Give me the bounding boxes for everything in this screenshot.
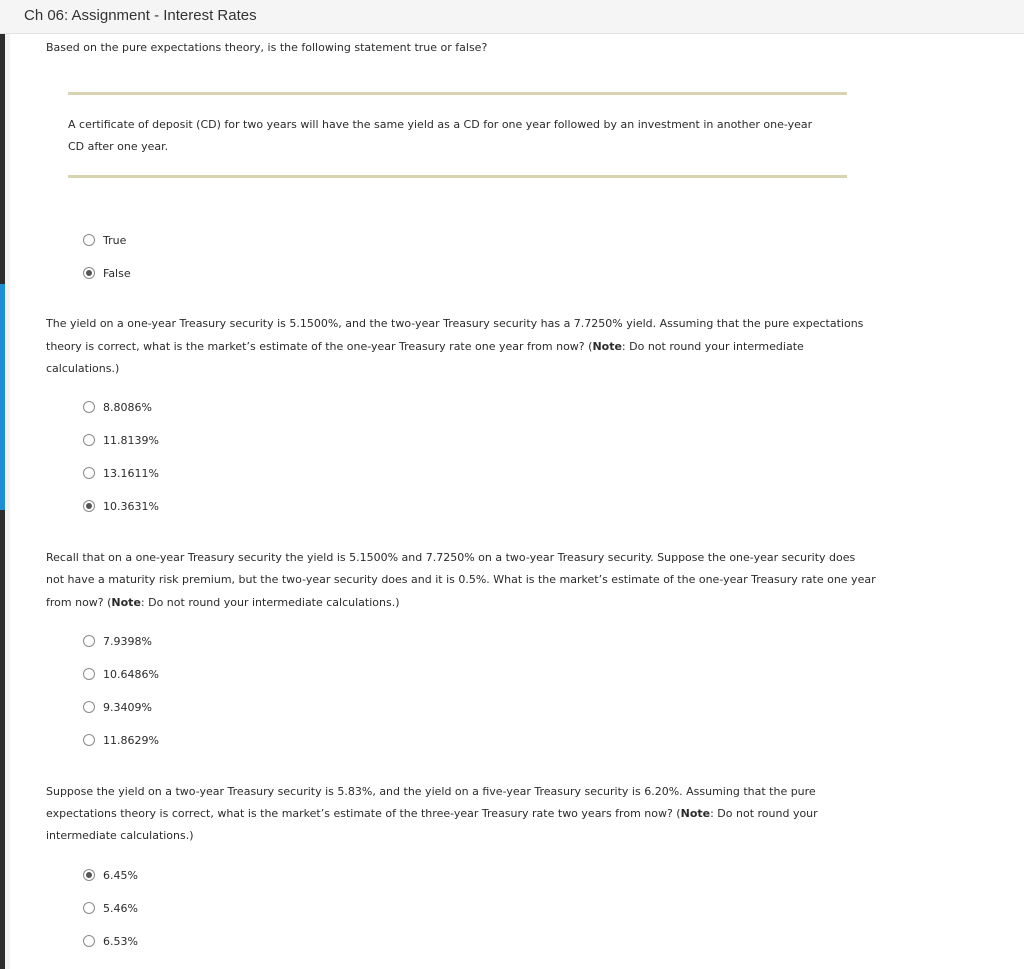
- question-1-option-false[interactable]: [83, 265, 131, 281]
- option-label: 11.8629%: [103, 733, 159, 747]
- option-label: 9.3409%: [103, 700, 152, 714]
- radio-button[interactable]: [83, 401, 95, 413]
- note-label: Note: [111, 596, 141, 609]
- radio-button[interactable]: [83, 701, 95, 713]
- option-label: True: [103, 233, 127, 247]
- radio-button[interactable]: [83, 467, 95, 479]
- radio-button[interactable]: [83, 734, 95, 746]
- question-2-prompt-line-3: calculations.): [46, 362, 120, 375]
- page-header: [0, 0, 1024, 34]
- question-4-option-2[interactable]: [83, 900, 138, 916]
- question-1-statement-line-2: CD after one year.: [68, 140, 169, 153]
- question-3-option-1[interactable]: [83, 633, 152, 649]
- question-2-option-4[interactable]: [83, 498, 159, 514]
- question-2-option-3[interactable]: [83, 465, 159, 481]
- note-label: Note: [592, 340, 622, 353]
- option-label: False: [103, 266, 131, 280]
- question-4-option-1[interactable]: [83, 867, 138, 883]
- question-1-prompt: Based on the pure expectations theory, is the following statement true or false?: [46, 41, 488, 54]
- option-label: 8.8086%: [103, 400, 152, 414]
- question-3-prompt-line-2: not have a maturity risk premium, but the two-year security does and it is 0.5%. What is the market’s estimate of the one-year Treasury rate one year: [46, 573, 876, 586]
- option-label: 10.3631%: [103, 499, 159, 513]
- content-gutter: [5, 34, 10, 969]
- radio-button[interactable]: [83, 635, 95, 647]
- option-label: 7.9398%: [103, 634, 152, 648]
- question-2-option-1[interactable]: [83, 399, 152, 415]
- option-label: 10.6486%: [103, 667, 159, 681]
- option-label: 13.1611%: [103, 466, 159, 480]
- question-3-option-4[interactable]: [83, 732, 159, 748]
- radio-button[interactable]: [83, 935, 95, 947]
- question-1-statement-line-1: A certificate of deposit (CD) for two years will have the same yield as a CD for one year followed by an investment in another one-year: [68, 118, 813, 131]
- radio-button[interactable]: [83, 234, 95, 246]
- question-4-option-3[interactable]: [83, 933, 138, 949]
- question-2-prompt-line-2: theory is correct, what is the market’s estimate of the one-year Treasury rate one year from now? (Note: Do not round your intermediate: [46, 340, 804, 353]
- option-label: 11.8139%: [103, 433, 159, 447]
- option-label: 6.45%: [103, 868, 138, 882]
- radio-button[interactable]: [83, 434, 95, 446]
- question-2-option-2[interactable]: [83, 432, 159, 448]
- radio-button[interactable]: [83, 902, 95, 914]
- note-label: Note: [680, 807, 711, 820]
- question-2-prompt-line-1: The yield on a one-year Treasury security is 5.1500%, and the two-year Treasury security has a 7.7250% yield. Assuming that the pure expectations: [46, 317, 864, 330]
- question-1-option-true[interactable]: [83, 232, 126, 248]
- question-4-prompt-line-2: expectations theory is correct, what is the market’s estimate of the three-year Treasury rate two years from now? (Note: Do not round your: [46, 807, 818, 820]
- statement-bottom-rule: [68, 175, 847, 178]
- question-3-option-2[interactable]: [83, 666, 159, 682]
- radio-button-selected[interactable]: [83, 500, 95, 512]
- radio-button-selected[interactable]: [83, 869, 95, 881]
- option-label: 6.53%: [103, 934, 138, 948]
- radio-button[interactable]: [83, 668, 95, 680]
- option-label: 5.46%: [103, 901, 138, 915]
- question-3-option-3[interactable]: [83, 699, 152, 715]
- question-4-prompt-line-3: intermediate calculations.): [46, 829, 194, 842]
- question-3-prompt-line-3: from now? (Note: Do not round your intermediate calculations.): [46, 596, 400, 609]
- statement-top-rule: [68, 92, 847, 95]
- page-title: Ch 06: Assignment - Interest Rates: [24, 7, 257, 24]
- radio-button-selected[interactable]: [83, 267, 95, 279]
- question-4-prompt-line-1: Suppose the yield on a two-year Treasury security is 5.83%, and the yield on a five-year Treasury security is 6.20%. Assuming that the pure: [46, 785, 816, 798]
- question-3-prompt-line-1: Recall that on a one-year Treasury security the yield is 5.1500% and 7.7250% on a two-year Treasury security. Suppose the one-year security does: [46, 551, 856, 564]
